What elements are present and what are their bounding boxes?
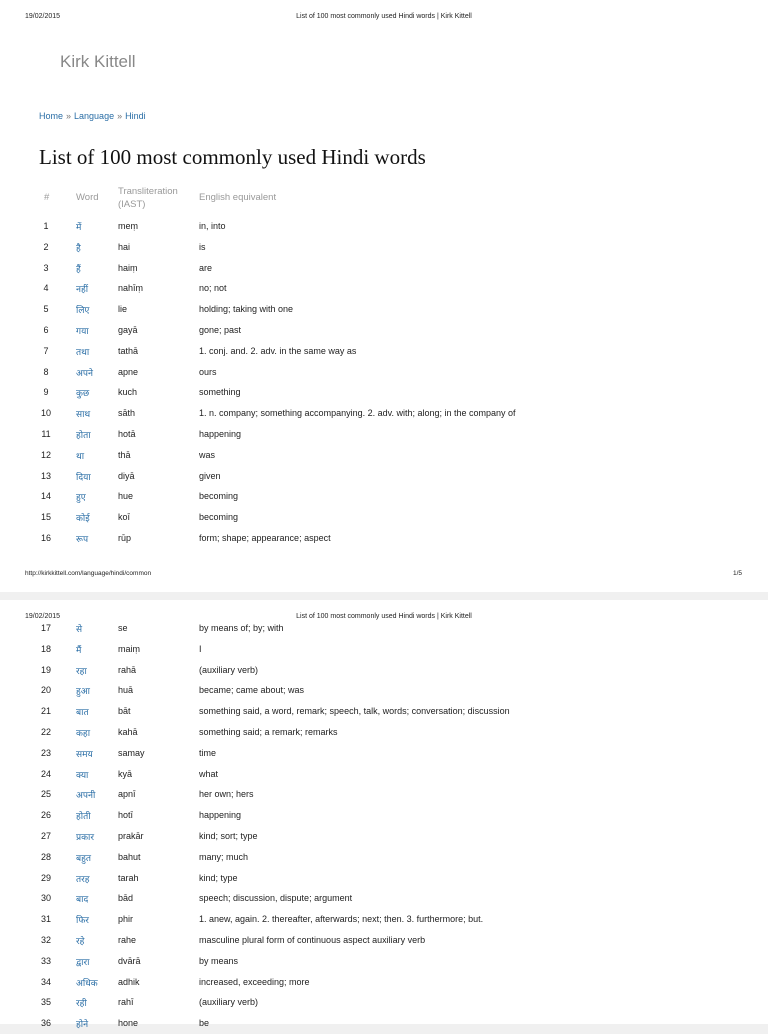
row-number: 5 (43, 304, 49, 315)
transliteration: meṃ (118, 221, 138, 231)
row-number: 27 (40, 831, 51, 841)
table-row (0, 806, 768, 826)
english-equivalent: kind; sort; type (199, 831, 258, 841)
hindi-word-link[interactable]: गया (76, 327, 89, 337)
table-row (0, 342, 768, 362)
transliteration: rūp (118, 533, 132, 543)
row-number: 12 (40, 449, 51, 460)
english-equivalent: becoming (199, 512, 239, 523)
breadcrumb-separator: » (66, 111, 72, 121)
transliteration: kyā (118, 768, 133, 779)
transliteration: gayā (118, 325, 138, 335)
hindi-word-link[interactable]: कोई (76, 514, 90, 525)
table-row (0, 993, 768, 1013)
row-number: 16 (40, 533, 51, 543)
transliteration: adhik (118, 976, 140, 987)
column-header-english: English equivalent (199, 192, 277, 203)
english-equivalent: was (199, 449, 216, 460)
table-row (0, 889, 768, 909)
table-row (0, 259, 768, 279)
table-row (0, 446, 768, 466)
print-header-title: List of 100 most commonly used Hindi words | Kirk Kittell (296, 613, 472, 620)
table-row (0, 931, 768, 951)
transliteration: tathā (118, 345, 139, 356)
hindi-word-link[interactable]: था (76, 451, 85, 462)
row-number: 2 (43, 241, 49, 252)
transliteration: hai (118, 241, 131, 252)
row-number: 8 (43, 366, 49, 377)
english-equivalent: be (199, 1018, 210, 1029)
english-equivalent: (auxiliary verb) (199, 664, 259, 675)
transliteration: kahā (118, 727, 138, 737)
english-equivalent: by means (199, 955, 239, 966)
hindi-word-link[interactable]: अपनी (76, 791, 96, 802)
transliteration: hone (118, 1018, 139, 1029)
print-footer-page: 1/5 (733, 570, 743, 577)
table-row (0, 383, 768, 403)
hindi-word-link[interactable]: समय (76, 749, 93, 760)
english-equivalent: something said; a remark; remarks (199, 727, 338, 737)
row-number: 34 (40, 976, 51, 987)
transliteration: thā (118, 449, 131, 460)
transliteration: koī (118, 512, 131, 523)
hindi-word-link[interactable]: क्या (76, 770, 89, 781)
table-row (0, 848, 768, 868)
table-row (0, 619, 768, 639)
transliteration: kuch (118, 387, 138, 398)
hindi-word-link[interactable]: होने (76, 1020, 89, 1031)
english-equivalent: what (199, 768, 219, 779)
row-number: 20 (40, 685, 51, 696)
transliteration: rahī (118, 997, 134, 1008)
row-number: 13 (40, 470, 51, 481)
table-row (0, 869, 768, 889)
english-equivalent: 1. n. company; something accompanying. 2. adv. with; along; in the company of (199, 408, 516, 419)
hindi-word-link[interactable]: अपने (76, 368, 93, 379)
hindi-word-link[interactable]: रहे (76, 937, 85, 947)
transliteration: se (118, 623, 128, 633)
hindi-word-link[interactable]: बहुत (76, 853, 92, 864)
row-number: 22 (40, 727, 51, 737)
english-equivalent: ours (199, 366, 217, 377)
transliteration: tarah (118, 872, 139, 883)
breadcrumb-home-link[interactable]: Home (39, 111, 64, 121)
site-title-link[interactable]: Kirk Kittell (60, 52, 136, 71)
table-row (0, 723, 768, 743)
row-number: 19 (40, 664, 51, 675)
hindi-word-link[interactable]: दिया (76, 472, 91, 483)
table-row (0, 910, 768, 930)
hindi-word-link[interactable]: हुए (76, 493, 86, 504)
hindi-word-link[interactable]: बात (76, 708, 89, 719)
english-equivalent: is (199, 241, 206, 252)
row-number: 36 (40, 1018, 51, 1029)
transliteration: nahīṃ (118, 283, 144, 294)
row-number: 3 (43, 262, 49, 273)
transliteration: prakār (118, 831, 144, 841)
english-equivalent: 1. anew, again. 2. thereafter, afterwards; next; then. 3. furthermore; but. (199, 914, 484, 925)
row-number: 15 (40, 512, 51, 523)
row-number: 14 (40, 491, 51, 502)
transliteration: rahā (118, 664, 137, 675)
transliteration: diyā (118, 470, 135, 481)
breadcrumb-hindi-link[interactable]: Hindi (125, 111, 146, 121)
english-equivalent: given (199, 470, 221, 481)
english-equivalent: became; came about; was (199, 685, 305, 696)
english-equivalent: becoming (199, 491, 239, 502)
hindi-word-link[interactable]: तथा (76, 347, 90, 358)
breadcrumb (39, 111, 146, 121)
table-row (0, 321, 768, 341)
table-row (0, 827, 768, 847)
table-row (0, 217, 768, 237)
transliteration: samay (118, 747, 145, 758)
table-row (0, 300, 768, 320)
hindi-word-link[interactable]: से (76, 625, 83, 635)
table-row (0, 279, 768, 299)
hindi-word-link[interactable]: लिए (76, 306, 90, 317)
transliteration: hotī (118, 810, 134, 821)
hindi-word-link[interactable]: मैं (76, 645, 82, 656)
transliteration: bāt (118, 706, 131, 717)
transliteration: bahut (118, 851, 141, 862)
column-header-transliteration: Transliteration (IAST) (118, 186, 178, 210)
table-row (0, 952, 768, 972)
row-number: 23 (40, 747, 51, 758)
transliteration: maiṃ (118, 643, 140, 654)
english-equivalent: I (199, 643, 202, 654)
hindi-word-link[interactable]: रहा (76, 666, 87, 677)
table-row (0, 661, 768, 681)
row-number: 30 (40, 893, 51, 904)
english-equivalent: kind; type (199, 872, 238, 883)
english-equivalent: happening (199, 810, 242, 821)
row-number: 1 (43, 221, 49, 231)
hindi-word-link[interactable]: प्रकार (76, 833, 95, 843)
english-equivalent: many; much (199, 851, 249, 862)
transliteration: lie (118, 304, 128, 315)
row-number: 33 (40, 955, 51, 966)
table-row (0, 1014, 768, 1034)
table-row (0, 785, 768, 805)
english-equivalent: happening (199, 429, 242, 439)
row-number: 11 (41, 429, 51, 439)
english-equivalent: 1. conj. and. 2. adv. in the same way as (199, 345, 357, 356)
print-header-title: List of 100 most commonly used Hindi words | Kirk Kittell (296, 13, 472, 20)
transliteration: apnī (118, 789, 136, 800)
table-row (0, 425, 768, 445)
english-equivalent: increased, exceeding; more (199, 976, 310, 987)
table-row (0, 702, 768, 722)
english-equivalent: (auxiliary verb) (199, 997, 259, 1008)
hindi-word-link[interactable]: तरह (76, 874, 90, 885)
row-number: 32 (40, 935, 51, 945)
row-number: 9 (43, 387, 49, 398)
breadcrumb-separator: » (117, 111, 123, 121)
english-equivalent: form; shape; appearance; aspect (199, 533, 331, 543)
print-header-date: 19/02/2015 (25, 613, 61, 620)
row-number: 24 (40, 768, 51, 779)
transliteration: haiṃ (118, 262, 138, 273)
table-row (0, 508, 768, 528)
english-equivalent: something said, a word, remark; speech, talk, words; conversation; discussion (199, 706, 510, 717)
hindi-word-link[interactable]: अधिक (76, 978, 98, 989)
hindi-word-link[interactable]: हुआ (76, 687, 90, 698)
row-number: 6 (43, 325, 49, 335)
english-equivalent: speech; discussion, dispute; argument (199, 893, 353, 904)
print-page-2 (0, 600, 768, 1031)
hindi-word-link[interactable]: बाद (76, 895, 89, 906)
table-row (0, 404, 768, 424)
hindi-word-link[interactable]: कुछ (76, 389, 90, 400)
table-row (0, 640, 768, 660)
row-number: 18 (40, 643, 51, 654)
row-number: 29 (40, 872, 51, 883)
hindi-word-link[interactable]: में (76, 223, 82, 233)
transliteration: hue (118, 491, 134, 502)
english-equivalent: are (199, 262, 213, 273)
table-row (0, 487, 768, 507)
transliteration: rahe (118, 935, 137, 945)
hindi-word-link[interactable]: हैं (76, 264, 81, 275)
english-equivalent: in, into (199, 221, 226, 231)
print-footer-url: http://kirkkittell.com/language/hindi/common (25, 570, 152, 577)
page-title: List of 100 most commonly used Hindi words (39, 145, 426, 169)
row-number: 10 (40, 408, 51, 419)
row-number: 17 (40, 623, 51, 633)
hindi-word-link[interactable]: रूप (76, 535, 89, 545)
table-row (0, 238, 768, 258)
table-row (0, 681, 768, 701)
row-number: 26 (40, 810, 51, 821)
transliteration: huā (118, 685, 134, 696)
hindi-word-link[interactable]: रही (76, 999, 87, 1010)
transliteration: hotā (118, 429, 136, 439)
hindi-word-link[interactable]: है (76, 243, 81, 254)
transliteration: bād (118, 893, 134, 904)
column-header-number: # (44, 192, 50, 203)
row-number: 31 (40, 914, 51, 925)
hindi-word-link[interactable]: फिर (76, 916, 89, 927)
transliteration: dvārā (118, 955, 141, 966)
hindi-word-link[interactable]: साथ (76, 410, 91, 421)
hindi-word-link[interactable]: द्वारा (76, 957, 90, 968)
row-number: 35 (40, 997, 51, 1008)
breadcrumb-language-link[interactable]: Language (74, 111, 115, 121)
row-number: 7 (43, 345, 49, 356)
row-number: 21 (40, 706, 51, 717)
transliteration: sāth (118, 408, 136, 419)
english-equivalent: something (199, 387, 241, 398)
english-equivalent: holding; taking with one (199, 304, 294, 315)
table-row (0, 529, 768, 549)
table-row (0, 467, 768, 487)
english-equivalent: time (199, 747, 217, 758)
table-row (0, 973, 768, 993)
english-equivalent: by means of; by; with (199, 623, 284, 633)
english-equivalent: masculine plural form of continuous aspect auxiliary verb (199, 935, 426, 945)
table-row (0, 765, 768, 785)
hindi-word-link[interactable]: नहीं (76, 285, 89, 296)
english-equivalent: no; not (199, 283, 227, 294)
row-number: 28 (40, 851, 51, 862)
column-header-word: Word (76, 192, 99, 203)
table-row (0, 363, 768, 383)
english-equivalent: her own; hers (199, 789, 254, 800)
row-number: 4 (43, 283, 49, 294)
transliteration: phir (118, 914, 134, 925)
row-number: 25 (40, 789, 51, 800)
english-equivalent: gone; past (199, 325, 242, 335)
transliteration: apne (118, 366, 139, 377)
hindi-word-link[interactable]: होता (76, 431, 91, 441)
print-header-date: 19/02/2015 (25, 13, 61, 20)
hindi-word-link[interactable]: होती (76, 812, 91, 823)
hindi-word-link[interactable]: कहा (76, 729, 91, 739)
table-row (0, 744, 768, 764)
